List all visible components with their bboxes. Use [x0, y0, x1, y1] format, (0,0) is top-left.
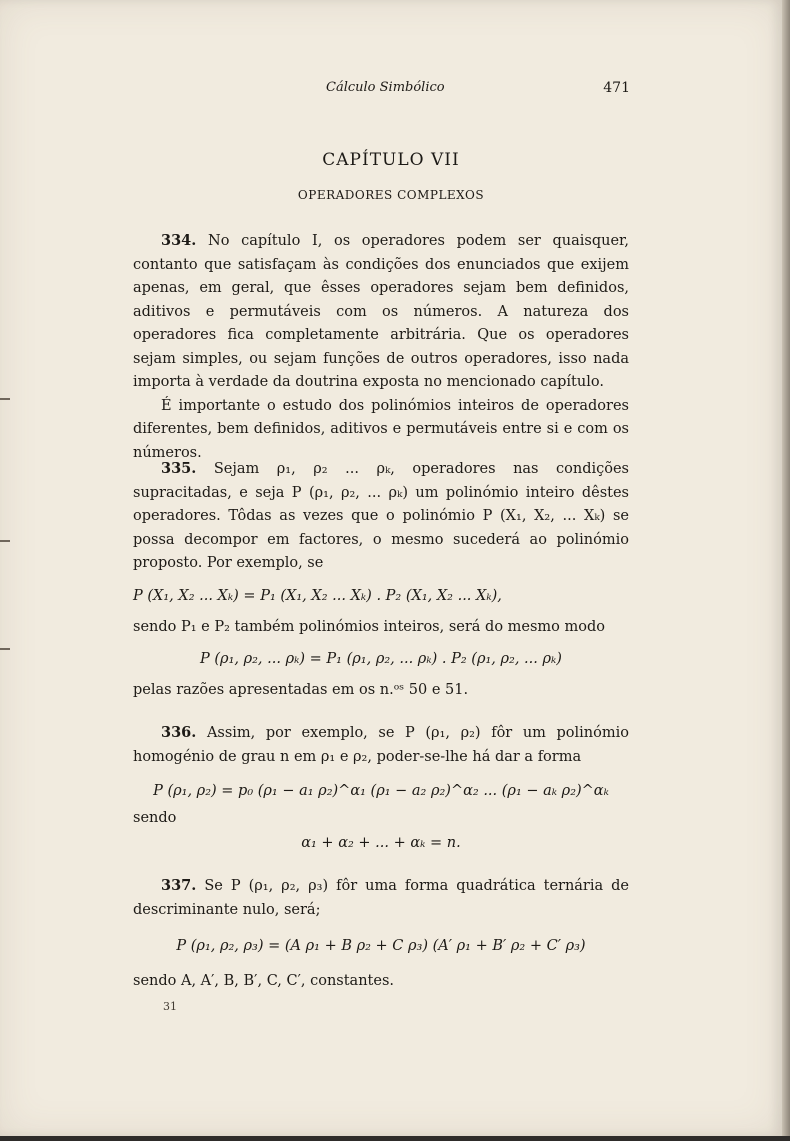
paragraph-text: Sejam ρ₁, ρ₂ ... ρₖ, operadores nas condições supracitadas, e seja P (ρ₁, ρ₂, ... ρₖ) um polinómio inteiro dêstes operadores. Tôdas as vezes que o polinómio P (X₁, X₂, ... Xₖ) se possa decompor em factores, o mesmo sucederá ao polinómio proposto. Por exemplo, se [133, 461, 629, 571]
margin-mark [0, 648, 10, 650]
paragraph [133, 229, 629, 395]
margin-mark [0, 540, 10, 542]
page-number: 471 [603, 80, 630, 96]
chapter-title: CAPÍTULO VII [322, 150, 460, 170]
section-334 [133, 229, 629, 465]
section-336 [133, 721, 629, 855]
formula: P (ρ₁, ρ₂, ρ₃) = (A ρ₁ + B ρ₂ + C ρ₃) (A′ ρ₁ + B′ ρ₂ + C′ ρ₃) [176, 938, 586, 954]
margin-mark [0, 398, 10, 400]
page-edge [782, 0, 790, 1141]
page-edge [0, 1136, 790, 1141]
formula: P (ρ₁, ρ₂) = p₀ (ρ₁ − a₁ ρ₂)^α₁ (ρ₁ − a₂ ρ₂)^α₂ ... (ρ₁ − aₖ ρ₂)^αₖ [153, 783, 609, 799]
paragraph-text: Se P (ρ₁, ρ₂, ρ₃) fôr uma forma quadrática ternária de descriminante nulo, será; [133, 878, 630, 918]
formula: P (X₁, X₂ ... Xₖ) = P₁ (X₁, X₂ ... Xₖ) . P₂ (X₁, X₂ ... Xₖ), [133, 587, 502, 604]
running-header [160, 80, 630, 102]
chapter-subtitle: OPERADORES COMPLEXOS [297, 188, 485, 202]
paragraph-text: Assim, por exemplo, se P (ρ₁, ρ₂) fôr um polinómio homogénio de grau n em ρ₁ e ρ₂, poder-se-lhe há dar a forma [133, 725, 629, 765]
formula: P (ρ₁, ρ₂, ... ρₖ) = P₁ (ρ₁, ρ₂, ... ρₖ) . P₂ (ρ₁, ρ₂, ... ρₖ) [200, 651, 562, 667]
formula: α₁ + α₂ + ... + αₖ = n. [301, 834, 461, 851]
section-337 [133, 874, 629, 994]
paragraph [133, 721, 629, 769]
running-title: Cálculo Simbólico [326, 80, 445, 95]
paragraph-text: É importante o estudo dos polinómios inteiros de operadores diferentes, bem definidos, aditivos e permutáveis entre si e com os números. [133, 397, 629, 461]
paragraph [133, 457, 629, 576]
paragraph-text: No capítulo I, os operadores podem ser quaisquer, contanto que satisfaçam às condições dos enunciados que exijem apenas, em geral, que êsses operadores sejam bem definidos, aditivos e permutáveis com os números. A natureza dos operadores fica completamente arbitrária. Que os operadores sejam simples, ou sejam funções de outros operadores, isso nada importa à verdade da doutrina exposta no mencionado capítulo. [133, 233, 629, 390]
section-number: 334. [161, 232, 197, 249]
section-number: 335. [161, 460, 197, 477]
paragraph-text: sendo A, A′, B, B′, C, C′, constantes. [133, 973, 394, 989]
section-number: 337. [161, 877, 197, 894]
paragraph [133, 395, 629, 466]
section-number: 336. [161, 724, 197, 741]
section-335 [133, 457, 629, 703]
paragraph-text: sendo P₁ e P₂ também polinómios inteiros, será do mesmo modo [133, 618, 606, 635]
paragraph-text: sendo [133, 810, 177, 826]
paragraph-text: pelas razões apresentadas em os n.ᵒˢ 50 e 51. [133, 682, 469, 698]
paragraph [133, 874, 629, 922]
printer-signature: 31 [163, 1000, 177, 1013]
